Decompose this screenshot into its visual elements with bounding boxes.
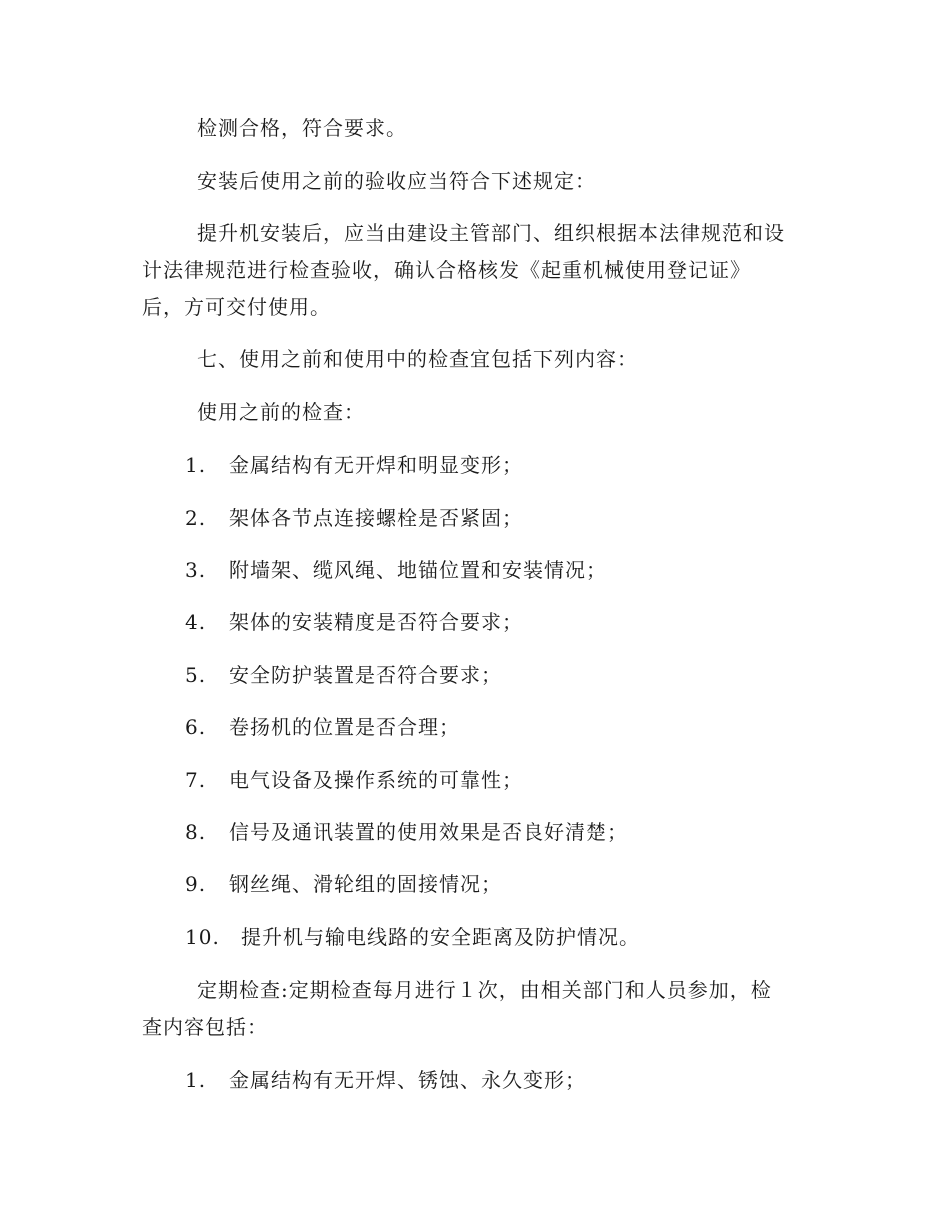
list-item (185, 715, 460, 739)
list-item-text: 钢丝绳、滑轮组的固接情况； (229, 872, 502, 896)
section-heading-checks: 七、使用之前和使用中的检查宜包括下列内容： (197, 347, 638, 371)
list-item-text: 架体的安装精度是否符合要求； (229, 610, 523, 634)
list-item-text: 金属结构有无开焊和明显变形； (229, 453, 523, 477)
list-item-text: 信号及通讯装置的使用效果是否良好清楚； (229, 820, 628, 844)
list-item-text: 金属结构有无开焊、锈蚀、永久变形； (229, 1068, 586, 1092)
list-item (185, 663, 502, 687)
list-item (185, 872, 502, 896)
list-item-number: 4. (185, 610, 207, 634)
list-item-number: 7. (185, 768, 207, 792)
list-item-number: 1. (185, 453, 207, 477)
list-item (185, 610, 523, 634)
list-item (185, 453, 523, 477)
list-item-text: 提升机与输电线路的安全距离及防护情况。 (241, 925, 640, 949)
paragraph-installation-line-2: 计法律规范进行检查验收，确认合格核发《起重机械使用登记证》 (142, 258, 751, 282)
paragraph-acceptance-rules: 安装后使用之前的验收应当符合下述规定： (197, 169, 596, 193)
list-item-number: 6. (185, 715, 207, 739)
list-item (185, 506, 523, 530)
list-item (185, 820, 628, 844)
paragraph-periodic-line-2: 查内容包括： (142, 1015, 268, 1039)
list-item (185, 768, 523, 792)
list-item (185, 925, 640, 949)
list-item (185, 558, 607, 582)
list-item-number: 1. (185, 1068, 207, 1092)
paragraph-installation-line-3: 后，方可交付使用。 (142, 295, 331, 319)
list-item-text: 架体各节点连接螺栓是否紧固； (229, 506, 523, 530)
list-item-text: 安全防护装置是否符合要求； (229, 663, 502, 687)
list-item-number: 9. (185, 872, 207, 896)
list-item-number: 5. (185, 663, 207, 687)
list-item-number: 8. (185, 820, 207, 844)
list-item-number: 10. (185, 925, 220, 949)
list-item-text: 卷扬机的位置是否合理； (229, 715, 460, 739)
list-item-number: 2. (185, 506, 207, 530)
list-item-text: 附墙架、缆风绳、地锚位置和安装情况； (229, 558, 607, 582)
paragraph-installation-line-1: 提升机安装后，应当由建设主管部门、组织根据本法律规范和设 (197, 221, 785, 245)
list-item (185, 1068, 586, 1092)
list-item-number: 3. (185, 558, 207, 582)
list-item-text: 电气设备及操作系统的可靠性； (229, 768, 523, 792)
subheading-pre-use-checks: 使用之前的检查： (197, 400, 365, 424)
paragraph-periodic-line-1: 定期检查:定期检查每月进行１次，由相关部门和人员参加，检 (197, 978, 772, 1002)
paragraph-inspection-passed: 检测合格，符合要求。 (197, 116, 407, 140)
